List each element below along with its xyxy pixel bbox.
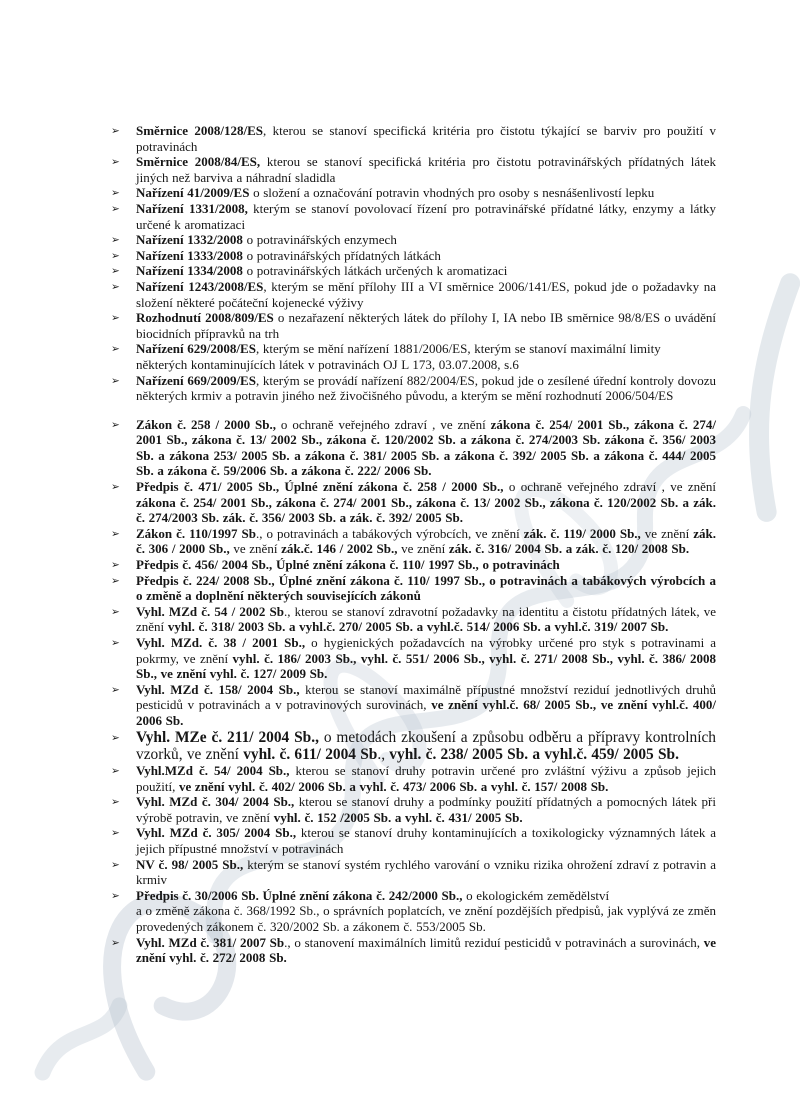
list-item [110, 201, 716, 232]
citation-text: o ekologickém zemědělství [462, 887, 610, 903]
arrow-bullet-icon: ➢ [111, 481, 120, 494]
citation-text: kterým se stanoví systém rychlého varování o vzniku rizika ohrožení zdraví z potravin a krmiv [136, 856, 716, 888]
citation-bold-text: Vyhl. MZd č. 304/ 2004 Sb., [136, 794, 295, 810]
citation-text: o potravinářských enzymech [242, 232, 397, 248]
arrow-bullet-icon: ➢ [111, 683, 120, 696]
citation-text: , kterým se mění nařízení 1881/2006/ES, kterým se stanoví maximální limity [255, 341, 661, 357]
citation-bold-text: zákona č. 254/ 2001 Sb., zákona č. 274/ 2001 Sb., zákona č. 13/ 2002 Sb., zákona č. 120/2002 Sb. a zák. č. 274/2003 Sb. zák. č. 356/ 2003 Sb. a zák. č. 392/ 2005 Sb. [136, 494, 716, 526]
arrow-bullet-icon: ➢ [111, 280, 120, 293]
citation-bold-text: Vyhl. MZd. č. 38 / 2001 Sb., [136, 635, 306, 650]
arrow-bullet-icon: ➢ [111, 249, 120, 262]
list-item [110, 123, 716, 154]
list-item [110, 573, 716, 604]
arrow-bullet-icon: ➢ [111, 796, 120, 809]
citation-text: ve znění [229, 541, 282, 557]
list-item [110, 794, 716, 825]
citation-text: , kterým se mění přílohy III a VI směrnice 2006/141/ES, pokud jde o požadavky na složení některé počáteční kojenecké výživy [136, 278, 716, 310]
arrow-bullet-icon: ➢ [111, 858, 120, 871]
citation-bold-text: Směrnice 2008/84/ES, [136, 154, 261, 170]
citation-text: některých kontaminujících látek v potravinách OJ L 173, 03.07.2008, s.6 [136, 356, 519, 372]
citation-text: o metodách zkoušení a způsobu odběru a přípravy kontrolních vzorků, ve znění [136, 728, 716, 763]
citation-bold-text: Nařízení 1331/2008, [136, 200, 248, 216]
arrow-bullet-icon: ➢ [111, 764, 120, 777]
citation-text: , kterým se provádí nařízení 882/2004/ES, pokud jde o zesílené úřední kontroly dovozu některých krmiv a potravin jiného než živočišného původu, a kterým se mění rozhodnutí 2006/504/ES [136, 372, 716, 404]
arrow-bullet-icon: ➢ [111, 936, 120, 949]
list-item [110, 729, 716, 763]
arrow-bullet-icon: ➢ [111, 156, 120, 169]
list-item [110, 417, 716, 479]
arrow-bullet-icon: ➢ [111, 125, 120, 137]
list-item [110, 935, 716, 966]
citation-text: o potravinářských látkách určených k aromatizaci [242, 263, 508, 279]
citation-text: kterou se stanoví specifická kritéria pro čistotu potravinářských přídatných látek jiných než barviva a náhradní sladidla [136, 154, 716, 185]
citation-bold-text: Vyhl. MZe č. 211/ 2004 Sb., [136, 728, 319, 746]
list-item [110, 185, 716, 201]
citation-bold-text: zákona č. 254/ 2001 Sb., zákona č. 274/ 2001 Sb., zákona č. 13/ 2002 Sb., zákona č. 120/2002 Sb. a zákona č. 274/2003 Sb. zákona č. 356/ 2003 Sb. a zákona 253/ 2005 Sb. a zákona č. 381/ 2005 Sb. a zákona č. 392/ 2005 Sb. a zákona č. 444/ 2005 Sb. a zákona č. 59/2006 Sb. a zákona č. 222/ 2006 Sb. [136, 416, 716, 479]
citation-bold-text: Nařízení 1333/2008 [136, 247, 243, 263]
watermark-stroke [38, 1001, 123, 1075]
citation-bold-text: zák. č. 316/ 2004 Sb. a zák. č. 120/ 2008 Sb. [448, 541, 690, 557]
citation-bold-text: Nařízení 669/2009/ES [136, 372, 256, 388]
citation-bold-text: vyhl. č. 186/ 2003 Sb., vyhl. č. 551/ 2006 Sb., vyhl. č. 271/ 2008 Sb., vyhl. č. 386/ 2008 Sb., ve znění vyhl. č. 127/ 2009 Sb. [136, 650, 716, 682]
citation-text: kterou se stanoví druhy kontaminujících a toxikologicky významných látek a jejich přípustné množství v potravinách [136, 825, 716, 856]
citation-text: o nezařazení některých látek do přílohy I, IA nebo IB směrnice 98/8/ES o uvádění biocidních přípravků na trh [136, 310, 717, 341]
list-item [110, 857, 716, 888]
arrow-bullet-icon: ➢ [111, 527, 120, 540]
list-item [110, 557, 716, 573]
citation-bold-text: Směrnice 2008/128/ES [136, 123, 263, 138]
list-item [110, 373, 716, 404]
citation-text: a o změně zákona č. 368/1992 Sb., o správních poplatcích, ve znění pozdějších předpisů, jak vyplývá ze změn provedených zákonem č. 320/2002 Sb. a zákonem č. 553/2005 Sb. [136, 903, 716, 934]
citation-bold-text: ve znění vyhl. č. 402/ 2006 Sb. a vyhl. č. 473/ 2006 Sb. a vyhl. č. 157/ 2008 Sb. [179, 778, 609, 794]
arrow-bullet-icon: ➢ [111, 187, 120, 200]
citation-text: o hygienických požadavcích na výrobky určené pro styk s potravinami a pokrmy, ve znění [136, 635, 717, 666]
list-item [110, 154, 716, 185]
citation-text: kterým se stanoví povolovací řízení pro potravinářské přídatné látky, enzymy a látky určené k aromatizaci [136, 200, 716, 232]
list-item [110, 888, 716, 935]
list-item [110, 279, 716, 310]
list-item [110, 341, 716, 372]
citation-bold-text: Předpis č. 224/ 2008 Sb., Úplné znění zákona č. 110/ 1997 Sb., o potravinách a tabákových výrobcích a o změně a doplnění některých souvisejících zákonů [136, 572, 716, 604]
list-item [110, 604, 716, 635]
citation-text: ., o potravinách a tabákových výrobcích, ve znění [256, 525, 524, 541]
citation-text: ., [377, 745, 390, 763]
citation-text: o složení a označování potravin vhodných pro osoby s nesnášenlivostí lepku [249, 185, 655, 201]
arrow-bullet-icon: ➢ [111, 559, 120, 572]
citation-bold-text: Vyhl. MZd č. 158/ 2004 Sb., [136, 681, 300, 697]
list-item [110, 526, 716, 557]
citation-text: ., kterou se stanoví zdravotní požadavky na identitu a čistotu přídatných látek, ve znění [136, 603, 716, 635]
citation-bold-text: Zákon č. 110/1997 Sb [136, 525, 256, 541]
list-item [110, 635, 716, 682]
arrow-bullet-icon: ➢ [111, 827, 120, 840]
arrow-bullet-icon: ➢ [111, 637, 120, 649]
citation-text: ., o stanovení maximálních limitů reziduí pesticidů v potravinách a surovinách, [284, 934, 704, 950]
citation-bold-text: Zákon č. 258 / 2000 Sb., [136, 416, 276, 432]
arrow-bullet-icon: ➢ [111, 574, 120, 587]
list-item [110, 763, 716, 794]
regulation-list [110, 123, 716, 966]
arrow-bullet-icon: ➢ [111, 202, 120, 215]
citation-bold-text: Nařízení 1332/2008 [136, 232, 243, 248]
citation-bold-text: Předpis č. 30/2006 Sb. Úplné znění zákona č. 242/2000 Sb., [136, 887, 463, 903]
arrow-bullet-icon: ➢ [111, 374, 120, 387]
citation-text: , kterou se stanoví specifická kritéria pro čistotu týkající se barviv pro použití v potravinách [136, 123, 716, 154]
citation-text: ve znění [640, 525, 694, 541]
arrow-bullet-icon: ➢ [111, 234, 120, 247]
citation-bold-text: ve znění vyhl. č. 272/ 2008 Sb. [136, 934, 716, 966]
citation-bold-text: ve znění vyhl.č. 68/ 2005 Sb., ve znění vyhl.č. 400/ 2006 Sb. [136, 697, 716, 728]
citation-text: kterou se stanoví druhy a podmínky použití přídatných a pomocných látek při výrobě potravin, ve znění [136, 794, 716, 825]
citation-text: ve znění [397, 541, 449, 557]
citation-bold-text: Předpis č. 471/ 2005 Sb., Úplné znění zákona č. 258 / 2000 Sb., [136, 479, 504, 495]
citation-bold-text: vyhl. č. 318/ 2003 Sb. a vyhl.č. 270/ 2005 Sb. a vyhl.č. 514/ 2006 Sb. a vyhl.č. 319/ 2007 Sb. [167, 619, 669, 635]
arrow-bullet-icon: ➢ [111, 312, 120, 325]
arrow-bullet-icon: ➢ [111, 889, 120, 902]
list-item [110, 310, 716, 341]
arrow-bullet-icon: ➢ [111, 731, 120, 744]
arrow-bullet-icon: ➢ [111, 418, 120, 431]
citation-bold-text: Nařízení 41/2009/ES [136, 185, 250, 201]
list-item [110, 248, 716, 264]
citation-bold-text: zák. č. 306 / 2000 Sb., [136, 525, 716, 557]
arrow-bullet-icon: ➢ [111, 605, 120, 618]
citation-bold-text: Vyhl. MZd č. 305/ 2004 Sb., [136, 825, 297, 841]
citation-bold-text: vyhl. č. 238/ 2005 Sb. a vyhl.č. 459/ 2005 Sb. [389, 745, 679, 763]
citation-bold-text: vyhl. č. 611/ 2004 Sb [243, 745, 378, 763]
citation-bold-text: Vyhl. MZd č. 381/ 2007 Sb [136, 934, 285, 950]
citation-bold-text: Nařízení 1334/2008 [136, 263, 243, 279]
citation-bold-text: Vyhl.MZd č. 54/ 2004 Sb., [136, 762, 290, 778]
citation-bold-text: Předpis č. 456/ 2004 Sb., Úplné znění zákona č. 110/ 1997 Sb., o potravinách [136, 557, 560, 573]
citation-bold-text: Vyhl. MZd č. 54 / 2002 Sb [136, 603, 284, 619]
arrow-bullet-icon: ➢ [111, 265, 120, 278]
citation-bold-text: Nařízení 1243/2008/ES [136, 278, 264, 294]
citation-bold-text: Rozhodnutí 2008/809/ES [136, 310, 274, 326]
citation-bold-text: zák.č. 146 / 2002 Sb., [281, 541, 398, 557]
arrow-bullet-icon: ➢ [111, 343, 120, 356]
citation-bold-text: vyhl. č. 152 /2005 Sb. a vyhl. č. 431/ 2005 Sb. [273, 809, 523, 825]
citation-bold-text: Nařízení 629/2008/ES [136, 341, 256, 357]
list-item [110, 479, 716, 526]
list-item [110, 825, 716, 856]
citation-text: kterou se stanoví druhy potravin určené pro zvláštní výživu a způsob jejich použití, [136, 762, 716, 794]
citation-bold-text: zák. č. 119/ 2000 Sb., [523, 525, 641, 541]
citation-text: o ochraně veřejného zdraví , ve znění [503, 479, 717, 495]
citation-text: o ochraně veřejného zdraví , ve znění [275, 416, 491, 432]
citation-text: kterou se stanoví maximálně přípustné množství reziduí jednotlivých druhů pesticidů v potravinách a v potravinových surovinách, [136, 681, 716, 713]
citation-bold-text: NV č. 98/ 2005 Sb., [136, 856, 244, 872]
citation-text: o potravinářských přídatných látkách [242, 247, 441, 263]
list-item [110, 263, 716, 279]
list-item [110, 682, 716, 729]
list-item [110, 232, 716, 248]
